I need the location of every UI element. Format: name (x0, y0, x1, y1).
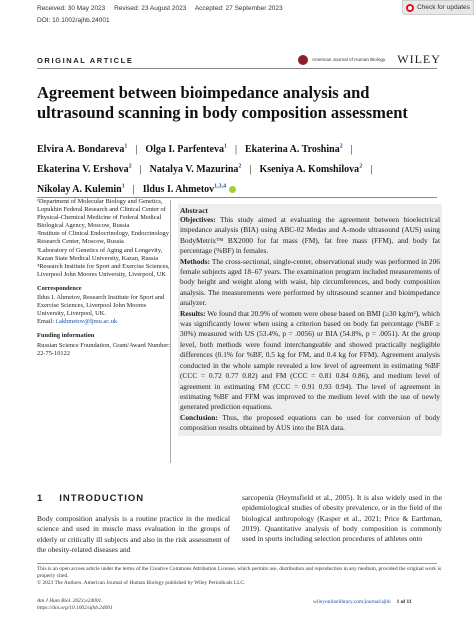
author[interactable]: Ildus I. Ahmetov$^{1,3,4}$ (142, 183, 227, 196)
intro-column-left: Body composition analysis is a routine practice in the medical science and used in muscle mass evaluation in the groups of elderly or critically ill subjects and also in the risk assessment of the obesity-related diseases and (37, 514, 230, 554)
accepted-date: Accepted: 27 September 2023 (194, 5, 283, 12)
author[interactable]: Elvira A. Bondareva$^1$ (37, 144, 128, 156)
author[interactable]: Ekaterina A. Troshina$^2$ (244, 144, 343, 156)
funding-heading: Funding information (37, 332, 95, 340)
author-list: Elvira A. Bondareva$^1$ | Olga I. Parfenteva$^1$ | Ekaterina A. Troshina$^2$ | Ekaterina V. Ershova$^2$ | Natalya V. Mazurina$^2$ | Kseniya A. Komshilova$^2$ | Nikolay A. Kulemin$^1$ | Ildus I. Ahmetov$^{1,3,4}$ (37, 144, 373, 196)
abstract-results: Results: We found that 20.9% of women were obese based on BMI (≥30 kg/m²), which was significantly lower when using a criterion based on body fat percentage (%BF ≥ 30%) measured with US (53.4%, p = .0056) or BIA (54.8%, p = .0051). At the group level, both methods were found interchangeable and showed practically negligible differences (0.1% for %BF, 0.5 kg for FM, and 0.4 kg for FFM). Agreement analysis conducted in the whole sample revealed a low level of agreement in estimating %BF (CCC = 0.72 0.77 0.82) and FM (CCC = 0.81 0.84 0.86), and medium level of agreement in estimating FM (CCC = 0.91 0.93 0.94). The level of agreement in estimating %BF and FFM was improved to the medium level with the use of newly generated prediction equations. (180, 308, 440, 412)
correspondence-heading: Correspondence (37, 284, 82, 292)
correspondence-text: Ildus I. Ahmetov, Research Institute for Sport and Exercise Sciences, Liverpool John Moores University, Liverpool, UK. Email: i.akhmetov@ljmu.ac.uk (37, 294, 165, 326)
author[interactable]: Ekaterina V. Ershova$^2$ (37, 163, 132, 176)
section-heading (37, 493, 144, 504)
publisher-logo: WILEY (397, 52, 441, 66)
funding-text: Russian Science Foundation, Grant/Award Number: 22-75-10122 (37, 341, 171, 357)
revised-date: Revised: 23 August 2023 (114, 5, 187, 12)
author[interactable]: Nikolay A. Kulemin$^1$ (37, 183, 125, 196)
divider (37, 563, 437, 564)
article-type: ORIGINAL ARTICLE (37, 56, 134, 65)
footer-citation (37, 598, 113, 612)
journal-site-link[interactable]: wileyonlinelibrary.com/journal/ajhb (313, 599, 391, 605)
citation: Am J Hum Biol. 2023;e24001. (37, 598, 103, 604)
journal-name: American Journal of Human Biology (312, 57, 386, 62)
author[interactable]: Natalya V. Mazurina$^2$ (149, 163, 242, 176)
affiliation: ¹Department of Molecular Biology and Genetics, Lopukhin Federal Research and Clinical Center of Physical-Chemical Medicine of Federal Medical Biological Agency, Moscow, Russia (37, 198, 166, 230)
copyright-text: © 2023 The Authors. American Journal of Human Biology published by Wiley Periodicals LLC. (37, 580, 246, 586)
author[interactable]: Kseniya A. Komshilova$^2$ (259, 163, 363, 176)
affiliations-sidebar (37, 198, 172, 358)
received-date: Received: 30 May 2023 (37, 5, 106, 12)
affiliation: ³Laboratory of Genetics of Aging and Longevity, Kazan State Medical University, Kazan, Russia (37, 246, 163, 262)
column-divider (170, 200, 171, 463)
affiliation: ²Institute of Clinical Endocrinology, Endocrinology Research Center, Moscow, Russia (37, 230, 169, 246)
affiliation: ⁴Research Institute for Sport and Exercise Sciences, Liverpool John Moores University, Liverpool, UK (37, 262, 170, 278)
crossmark-icon (406, 4, 414, 12)
check-updates-label: Check for updates (417, 4, 470, 11)
email-link[interactable]: i.akhmetov@ljmu.ac.uk (55, 318, 118, 326)
orcid-icon[interactable] (229, 186, 236, 193)
section-number: 1 (37, 493, 44, 504)
abstract-heading: Abstract (180, 206, 208, 215)
doi: DOI: 10.1002/ajhb.24001 (37, 17, 110, 24)
abstract-objectives: Objectives: This study aimed at evaluating the agreement between bioelectrical impedance analysis (BIA) using ABC-02 Medas and A-mode ultrasound (AUS) using BodyMetrix™ BX2000 for fat mass (FM), fat free mass (FFM), and body fat percentage (%BF) in females. (180, 215, 440, 256)
doi-link[interactable]: https://doi.org/10.1002/ajhb.24001 (37, 605, 113, 611)
license-text: This is an open access article under the terms of the Creative Commons Attribution License, which permits use, distribution and reproduction in any medium, provided the original work is properly cited. (37, 566, 442, 579)
check-updates-button[interactable] (402, 0, 474, 15)
journal-logo-icon (298, 55, 308, 65)
intro-column-right: sarcopenia (Heymsfield et al., 2005). It is also widely used in the epidemiological studies of obesity prevalence, or in the field of the biological anthropology (Kasper et al., 2021; Price & Earthman, 2019). Quantitative analysis of body composition is commonly used in sports including selection procedures of athletes onto (242, 493, 442, 544)
footer-right (313, 599, 412, 605)
section-title: INTRODUCTION (59, 493, 145, 504)
license-note (37, 566, 442, 587)
page-number: 1 of 11 (396, 599, 412, 605)
divider (37, 68, 437, 69)
journal-brand (298, 52, 441, 67)
author[interactable]: Olga I. Parfenteva$^1$ (145, 144, 227, 156)
abstract-methods: Methods: The cross-sectional, single-center, observational study was performed in 206 female subjects aged 18–67 years. The examination program included measurements of body height and weight along with waist, hip circumferences, and body composition analysis. The measurements were performed by ultrasound scanner and bioimpedance analyzer. (180, 256, 440, 308)
article-title: Agreement between bioimpedance analysis and ultrasound scanning in body composition assessment (37, 83, 408, 122)
article-dates (37, 5, 290, 12)
abstract-conclusion: Conclusion: Thus, the proposed equations can be used for conversion of body composition results obtained by AUS into the BIA data. (180, 412, 440, 433)
abstract-box (178, 204, 442, 436)
